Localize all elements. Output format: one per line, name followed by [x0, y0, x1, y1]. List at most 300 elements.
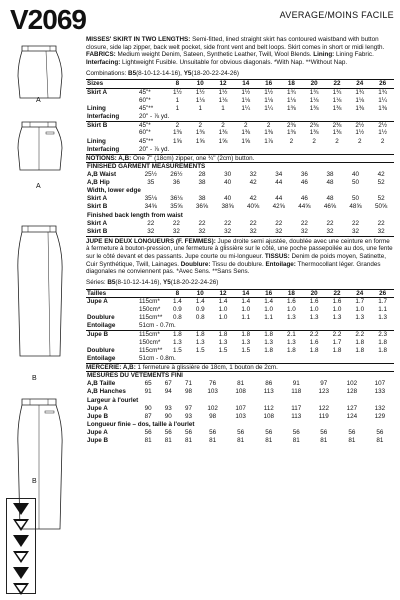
row-label: Entoilage [87, 322, 116, 330]
measurement-row [86, 413, 394, 421]
yardage-row [86, 113, 394, 121]
measurement-cell: 22 [249, 219, 257, 227]
measurement-row [86, 388, 394, 396]
yardage-cell: 1⅛ [309, 96, 319, 104]
yardage-cell: 1.5 [218, 346, 228, 354]
measurement-cell: 35⅝ [170, 203, 183, 211]
measurement-cell: 32 [172, 227, 180, 235]
yardage-cell: 2.2 [303, 330, 326, 338]
measurement-row [86, 171, 394, 179]
yardage-cell: 1.6 [309, 338, 319, 346]
yardage-cell: 1½ [264, 89, 273, 97]
measurements-title: MESURES DU VÊTEMENTS FINI [86, 372, 394, 380]
measurement-cell: 91 [144, 388, 152, 396]
yardage-cell: 1.4 [241, 298, 251, 306]
english-combinations: Combinations: B5(8-10-12-14-16), Y5(18-20-22-24-26) [86, 69, 239, 77]
measurement-label: Skirt B [87, 203, 108, 211]
yardage-cell: 1.8 [378, 338, 387, 346]
size-header: 14 [234, 289, 257, 298]
measurement-cell: 34⅝ [144, 203, 157, 211]
measurement-label: Jupe A [87, 404, 108, 412]
yardage-cell: 1½ [241, 89, 251, 97]
yardage-cell: 2 [234, 121, 257, 129]
measurement-cell: 38 [326, 171, 334, 179]
yardage-cell: 1.4 [264, 298, 273, 306]
measurement-cell: 25½ [144, 171, 157, 179]
row-sub: 51cm - 0.7m. [139, 322, 176, 330]
row-label: Interfacing [87, 112, 120, 120]
french-title: JUPE EN DEUX LONGUEURS (F. FEMMES): [86, 237, 216, 245]
row-sub: 60"* [139, 129, 151, 137]
measurement-row [86, 429, 394, 437]
yardage-cell: 1⅝ [195, 137, 205, 145]
row-label: Lining [87, 105, 106, 112]
yardage-cell: 1.3 [309, 314, 319, 322]
measurement-cell: 42 [249, 195, 257, 203]
row-sub: 20" - ⅞ yd. [139, 112, 170, 120]
triangle-filled-icon [13, 503, 29, 515]
measurement-cell: 102 [346, 380, 358, 388]
measurement-cell: 132 [374, 404, 386, 412]
yardage-cell: 1⅜ [173, 129, 182, 137]
yardage-cell: 1⅜ [287, 105, 296, 112]
measurement-row [86, 179, 394, 187]
yardage-cell: 2.2 [348, 330, 371, 338]
measurement-cell: 22 [198, 219, 206, 227]
triangle-symbol-box [6, 498, 36, 594]
yardage-cell: 1.3 [287, 338, 296, 346]
measurement-label: Jupe B [87, 437, 108, 444]
measurement-cell: 26½ [170, 171, 183, 179]
measurement-cell: 81 [376, 437, 384, 444]
yardage-cell: 1⅜ [355, 105, 365, 112]
measurement-cell: 42 [377, 171, 385, 179]
measurement-cell: 32 [326, 227, 334, 235]
yardage-cell: 1.1 [264, 314, 273, 322]
measurement-cell: 108 [235, 388, 246, 396]
size-header: 16 [257, 289, 280, 298]
measurement-cell: 102 [207, 404, 218, 412]
yardage-cell: 1⅛ [355, 96, 365, 104]
yardage-cell: 1⅜ [218, 129, 228, 137]
measurement-cell: 87 [144, 412, 152, 420]
yardage-cell: 1.8 [212, 330, 235, 338]
measurement-row [86, 404, 394, 412]
measurements-title-row [86, 372, 394, 380]
measurement-label: A,B Waist [87, 171, 117, 179]
difficulty-label: AVERAGE/MOINS FACILE [279, 10, 394, 20]
row-sub: 150cm* [139, 338, 161, 346]
measurement-cell: 123 [318, 388, 330, 396]
measurement-cell: 32 [377, 227, 385, 235]
french-series: Séries: B5(8-10-12-14-16), Y5(18-20-22-24-26) [86, 278, 219, 286]
yardage-cell: 1.7 [378, 298, 387, 306]
measurement-cell: 113 [291, 412, 302, 420]
yardage-row [86, 347, 394, 355]
measurement-cell: 128 [346, 388, 358, 396]
yardage-cell: 0.8 [173, 314, 182, 322]
measurement-cell: 36 [172, 179, 180, 187]
yardage-row [86, 298, 394, 306]
yardage-cell: 2 [335, 137, 339, 145]
yardage-cell: 1½ [378, 129, 387, 137]
french-measurements-table [86, 371, 394, 444]
size-header: 8 [166, 289, 189, 298]
measurement-cell: 36⅛ [170, 195, 183, 203]
measurement-cell: 50 [352, 179, 360, 187]
row-sub: 45"** [139, 105, 154, 112]
size-header: 24 [348, 289, 371, 298]
english-notions: NOTIONS: A,B: One 7" (18cm) zipper, one ¾" (2cm) button. [86, 154, 394, 163]
yardage-cell: 1½ [355, 129, 365, 137]
yardage-cell: 1⅜ [287, 129, 296, 137]
size-header: 22 [326, 80, 349, 89]
yardage-cell: 1.8 [264, 346, 273, 354]
measurement-label: Width, lower edge [87, 187, 141, 195]
measurement-cell: 46 [300, 195, 308, 203]
measurement-cell: 34 [275, 171, 283, 179]
row-label: Interfacing [87, 145, 120, 153]
measurement-cell: 81 [209, 437, 217, 444]
yardage-cell: 1.3 [218, 338, 228, 346]
measurement-cell: 46⅝ [323, 203, 337, 211]
yardage-cell: 1.0 [264, 306, 273, 314]
measurement-cell: 52 [377, 179, 385, 187]
yardage-cell: 2⅜ [303, 121, 326, 129]
size-header: 20 [303, 80, 326, 89]
measurement-cell: 48 [326, 195, 334, 203]
yardage-row [86, 121, 394, 129]
measurement-cell: 91 [292, 380, 300, 388]
yardage-cell: 2⅜ [280, 121, 303, 129]
yardage-row [86, 355, 394, 363]
view-label-a-front: A [36, 97, 41, 104]
measurement-cell: 124 [346, 412, 358, 420]
yardage-cell: 1.0 [309, 306, 319, 314]
measurement-cell: 107 [374, 380, 386, 388]
yardage-row [86, 145, 394, 153]
measurement-cell: 22 [326, 219, 334, 227]
yardage-cell: 2.3 [371, 330, 394, 338]
measurement-cell: 46 [300, 179, 308, 187]
yardage-row [86, 105, 394, 113]
yardage-cell: 1 [198, 105, 202, 112]
yardage-cell: 1¾ [355, 89, 365, 97]
yardage-cell: 1⅞ [264, 137, 273, 145]
yardage-cell: 1.3 [264, 338, 273, 346]
yardage-cell: 1¾ [287, 89, 296, 97]
yardage-row [86, 89, 394, 97]
measurement-cell: 40 [224, 179, 232, 187]
measurement-cell: 103 [235, 412, 246, 420]
yardage-cell: 1.0 [218, 306, 228, 314]
yardage-cell: 1.3 [287, 314, 296, 322]
yardage-cell: 1.3 [378, 314, 387, 322]
measurement-cell: 90 [144, 404, 152, 412]
measurement-cell: 129 [374, 412, 386, 420]
size-header: 14 [234, 80, 257, 89]
sizes-label: Sizes [86, 80, 166, 89]
size-header: 10 [189, 80, 212, 89]
yardage-cell: 1.4 [218, 298, 228, 306]
measurement-cell: 56 [144, 428, 152, 436]
measurement-label: Finished back length from waist [87, 211, 183, 219]
measurement-cell: 98 [185, 388, 193, 396]
yardage-cell: 1.8 [166, 330, 189, 338]
yardage-cell: 1.0 [332, 306, 342, 314]
measurement-label: A,B Taille [87, 380, 116, 388]
english-measurements-table [86, 162, 394, 235]
yardage-cell: 1¼ [241, 105, 251, 112]
measurement-cell: 44⅝ [298, 203, 311, 211]
yardage-cell: 1⅜ [309, 105, 319, 112]
measurements-title-row [86, 163, 394, 171]
row-sub: 45"** [139, 137, 154, 145]
measurement-cell: 22 [352, 219, 360, 227]
view-label-b-front: B [32, 375, 37, 382]
yardage-cell: 1.8 [332, 346, 342, 354]
row-sub: 51cm - 0.8m. [139, 354, 176, 362]
row-label: Jupe A [87, 298, 108, 306]
measurement-cell: 127 [346, 404, 358, 412]
row-sub: 45"* [139, 89, 151, 97]
measurement-cell: 38⅝ [221, 203, 234, 211]
row-label: Skirt A [87, 89, 108, 97]
yardage-cell: 1⅝ [241, 137, 251, 145]
skirt-b-front-drawing [8, 222, 70, 362]
yardage-row [86, 314, 394, 322]
size-header: 24 [348, 80, 371, 89]
left-column [0, 0, 86, 600]
yardage-cell: 1.4 [195, 298, 205, 306]
measurement-cell: 36⅝ [195, 203, 209, 211]
measurement-row [86, 187, 394, 195]
french-description: JUPE EN DEUX LONGUEURS (F. FEMMES): Jupe droite semi ajustée, doublée avec une ceinture en forme à fermeture à bouton-pression, une fermeture à glissière sur le côté, une poche passepoilée au dos, une fente sur le côté devant et des passants. Jupe courte ou mi-longueur. TISSUS: Denim de poids moyen, Satinette, Cuir Synthétique, Twill, Lainages. Doublure: Tissu de doublure. Entoilage: Thermocollant léger. Grandes diagonales ne conviennent pas. *Avec Sens. **Sans Sens. [86, 237, 393, 276]
row-sub: 60"* [139, 96, 151, 104]
measurement-cell: 48⅝ [349, 203, 362, 211]
measurement-cell: 22 [172, 219, 180, 227]
measurement-cell: 44 [275, 195, 283, 203]
measurement-cell: 56 [185, 428, 193, 436]
yardage-cell: 1¼ [378, 96, 387, 104]
yardage-cell: 1.6 [332, 298, 342, 306]
measurement-cell: 52 [377, 195, 385, 203]
measurement-label: A,B Hanches [87, 388, 126, 396]
measurement-cell: 38 [198, 195, 206, 203]
yardage-cell: 2.2 [326, 330, 349, 338]
yardage-cell: 1 [221, 105, 225, 112]
yardage-cell: 0.8 [195, 314, 205, 322]
yardage-cell: 1.3 [195, 338, 205, 346]
triangle-outline-icon [13, 519, 29, 531]
view-label-b-back: B [32, 478, 37, 485]
skirt-a-back-drawing [8, 118, 70, 173]
yardage-cell: 1⅛ [241, 96, 251, 104]
size-header: 20 [303, 289, 326, 298]
yardage-cell: 1.8 [257, 330, 280, 338]
yardage-cell: 1⅜ [332, 105, 342, 112]
measurement-cell: 81 [144, 437, 152, 444]
measurements-title: FINISHED GARMENT MEASUREMENTS [86, 163, 394, 171]
yardage-cell: 1.6 [287, 298, 296, 306]
measurement-cell: 107 [235, 404, 246, 412]
measurement-cell: 98 [209, 412, 217, 420]
yardage-row [86, 129, 394, 137]
measurement-cell: 86 [265, 380, 273, 388]
measurement-cell: 35 [147, 179, 155, 187]
row-label: Doublure [87, 314, 115, 322]
yardage-cell: 1 [175, 105, 180, 112]
measurement-cell: 32 [147, 227, 155, 235]
yardage-cell: 2 [312, 137, 316, 145]
english-yardage-table [86, 79, 394, 153]
measurement-label: Skirt A [87, 195, 108, 203]
pattern-number: V2069 [10, 4, 86, 35]
yardage-cell: 1.0 [218, 314, 228, 322]
measurement-cell: 32 [224, 227, 232, 235]
measurement-cell: 81 [185, 437, 193, 444]
measurement-cell: 81 [265, 437, 273, 444]
yardage-cell: 0.9 [195, 306, 205, 314]
measurement-cell: 30 [224, 171, 232, 179]
yardage-cell: 1.5 [173, 346, 182, 354]
sizes-header-row [86, 80, 394, 89]
yardage-cell: 1⅛ [195, 96, 205, 104]
measurement-cell: 71 [185, 380, 193, 388]
row-sub: 45"* [138, 121, 166, 129]
measurement-cell: 56 [237, 428, 245, 436]
row-label [86, 306, 138, 314]
measurement-cell: 35⅛ [144, 195, 157, 203]
row-label [86, 129, 138, 137]
measurement-cell: 32 [352, 227, 360, 235]
measurement-cell: 97 [185, 404, 193, 412]
yardage-cell: 1.8 [355, 338, 365, 346]
measurement-cell: 22 [300, 219, 308, 227]
yardage-cell: 1⅛ [264, 96, 273, 104]
yardage-cell: 1¾ [309, 89, 319, 97]
measurement-cell: 81 [237, 380, 245, 388]
row-sub: 115cm** [139, 346, 163, 354]
measurement-cell: 56 [376, 428, 384, 436]
yardage-cell: 1.3 [173, 338, 182, 346]
english-section [86, 36, 394, 445]
measurement-cell: 32 [300, 227, 308, 235]
yardage-cell: 0.9 [173, 306, 182, 314]
yardage-cell: 1⅜ [241, 129, 251, 137]
yardage-cell: 1¾ [332, 89, 342, 97]
row-label: Entoilage [87, 354, 116, 362]
measurement-cell: 81 [348, 437, 356, 444]
measurement-label: Jupe B [87, 412, 108, 420]
row-sub: 115cm* [139, 298, 160, 306]
row-label [86, 339, 138, 347]
measurement-row [86, 396, 394, 404]
measurement-row [86, 421, 394, 429]
yardage-cell: 1.3 [355, 314, 365, 322]
sizes-label: Tailles [86, 289, 166, 298]
yardage-cell: 1⅜ [332, 129, 342, 137]
measurement-cell: 56 [348, 428, 356, 436]
yardage-cell: 1.8 [309, 346, 319, 354]
measurement-cell: 44 [275, 179, 283, 187]
row-label: Jupe B [86, 330, 138, 338]
measurement-cell: 93 [185, 412, 193, 420]
size-header: 18 [280, 80, 303, 89]
yardage-cell: 1.8 [189, 330, 212, 338]
triangle-filled-icon [13, 567, 29, 579]
yardage-cell: 1½ [218, 89, 228, 97]
measurement-row [86, 228, 394, 236]
size-header: 12 [212, 80, 235, 89]
measurement-row [86, 380, 394, 388]
measurement-label: Longueur finie – dos, taille à l'ourlet [87, 420, 195, 428]
yardage-cell: 1⅜ [195, 129, 205, 137]
yardage-cell: 1⅝ [173, 137, 182, 145]
yardage-row [86, 322, 394, 330]
measurement-cell: 32 [249, 227, 257, 235]
yardage-cell: 1.3 [241, 338, 251, 346]
triangle-outline-icon [13, 583, 29, 595]
measurement-cell: 40 [352, 171, 360, 179]
yardage-cell: 2½ [348, 121, 371, 129]
yardage-cell: 2 [289, 137, 294, 145]
yardage-cell: 1⅛ [287, 96, 296, 104]
view-label-a-back: A [36, 183, 41, 190]
measurement-row [86, 195, 394, 203]
measurement-cell: 56 [209, 428, 217, 436]
yardage-cell: 2.1 [280, 330, 303, 338]
measurement-cell: 40⅝ [247, 203, 260, 211]
yardage-cell: 1⅜ [264, 129, 273, 137]
measurement-cell: 36 [300, 171, 308, 179]
measurement-cell: 50⅝ [375, 203, 388, 211]
yardage-cell: 1.4 [173, 298, 182, 306]
measurement-cell: 38 [198, 179, 206, 187]
yardage-cell: 1¼ [264, 105, 273, 112]
measurement-cell: 103 [207, 388, 218, 396]
yardage-cell: 1.1 [241, 314, 251, 322]
yardage-cell: 2 [358, 137, 362, 145]
measurement-label: Skirt B [87, 227, 108, 235]
sizes-header-row [86, 289, 394, 298]
measurement-cell: 42 [249, 179, 257, 187]
row-label: Lining [87, 137, 106, 145]
english-description: MISSES' SKIRT IN TWO LENGTHS: Semi-fitted, lined straight skirt has contoured waistband with button closure, side lap zipper, back welt pocket, side front vent and belt loops. Skirt comes in short or midi length. FABRICS: Medium weight Denim, Sateen, Synthetic Leather, Twill, Wool Blends. Lining: Lining Fabric. Interfacing: Lightweight Fusible. Unsuitable for obvious diagonals. *With Nap. **Without Nap. [86, 36, 385, 67]
row-sub: 115cm** [139, 314, 163, 322]
measurement-cell: 94 [164, 388, 172, 396]
measurement-cell: 133 [374, 388, 386, 396]
yardage-row [86, 137, 394, 145]
measurement-label: Skirt A [87, 219, 108, 227]
measurement-cell: 117 [291, 404, 302, 412]
yardage-cell: 2½ [371, 121, 394, 129]
row-sub: 150cm* [139, 306, 161, 314]
measurement-cell: 81 [164, 437, 172, 444]
yardage-cell: 1.0 [355, 306, 365, 314]
measurement-cell: 122 [318, 404, 330, 412]
yardage-cell: 1 [175, 96, 180, 104]
yardage-cell: 1.1 [378, 306, 387, 314]
measurement-cell: 32 [198, 227, 206, 235]
measurement-cell: 56 [164, 428, 172, 436]
measurement-cell: 112 [263, 404, 274, 412]
yardage-cell: 2 [257, 121, 280, 129]
measurement-cell: 81 [237, 437, 245, 444]
french-yardage-table [86, 289, 394, 363]
skirt-a-front-drawing [8, 42, 70, 102]
triangle-filled-icon [13, 535, 29, 547]
